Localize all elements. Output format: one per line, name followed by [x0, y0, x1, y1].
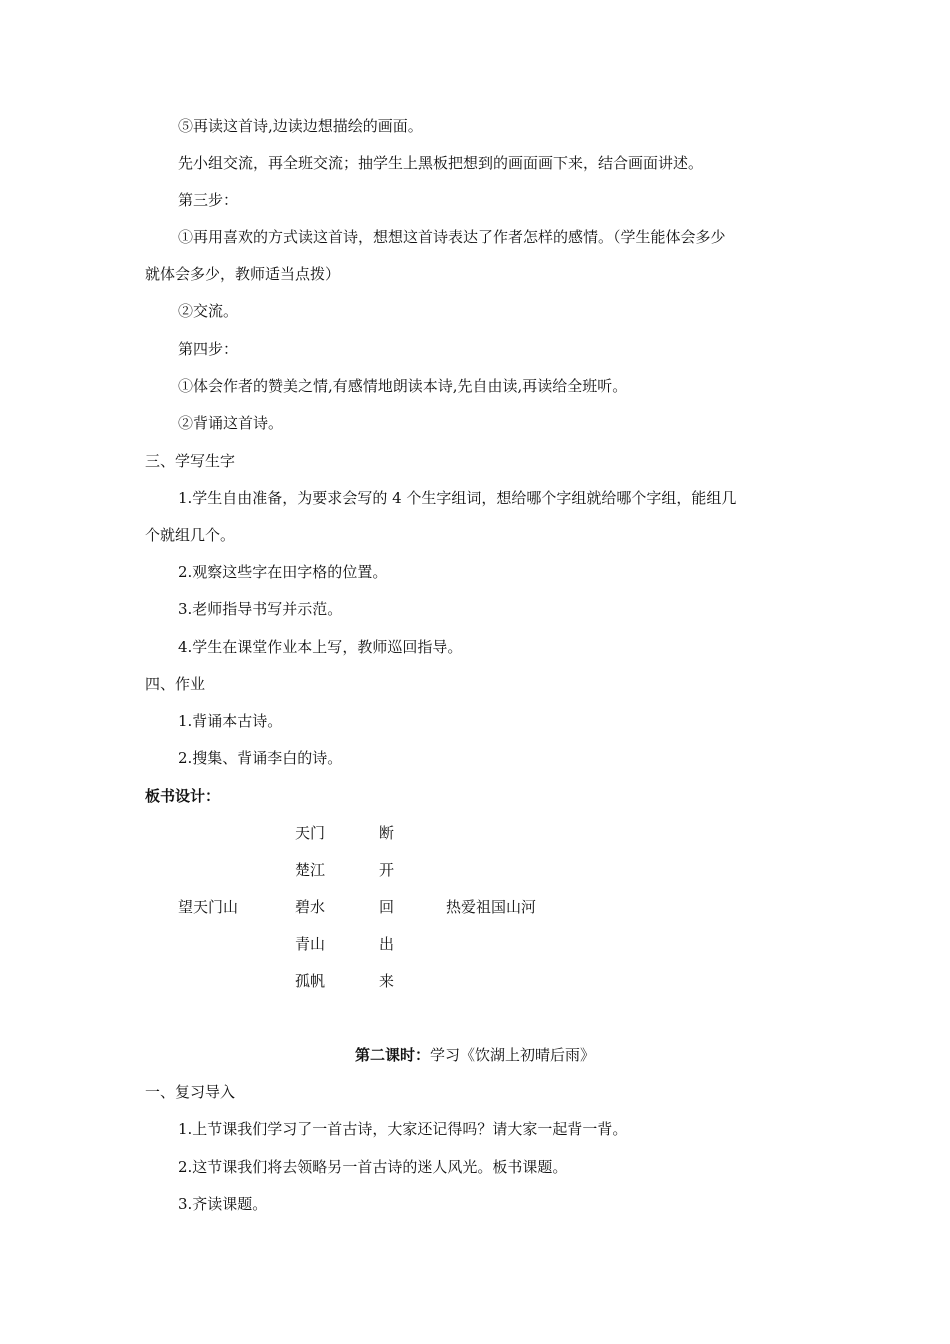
- board-title: 望天门山: [178, 898, 239, 916]
- heading-learn-characters: 三、学写生字: [145, 452, 236, 470]
- board-left-word: 碧水: [295, 898, 326, 916]
- board-theme: 热爱祖国山河: [446, 898, 537, 916]
- list-item-1-line2: 个就组几个。: [145, 526, 236, 544]
- heading-review-intro: 一、复习导入: [145, 1083, 236, 1101]
- board-right-word: 回: [379, 898, 395, 916]
- paragraph-group-exchange: 先小组交流，再全班交流；抽学生上黑板把想到的画面画下来，结合画面讲述。: [178, 154, 704, 172]
- lesson-two-title-label: 第二课时：: [354, 1046, 430, 1064]
- step-four-label: 第四步：: [178, 340, 239, 358]
- paragraph-read-again: ⑤再读这首诗,边读边想描绘的画面。: [178, 117, 423, 135]
- homework-item-1: 1.背诵本古诗。: [178, 712, 283, 730]
- review-item-1: 1.上节课我们学习了一首古诗，大家还记得吗？请大家一起背一背。: [178, 1120, 628, 1138]
- homework-item-2: 2.搜集、背诵李白的诗。: [178, 749, 343, 767]
- lesson-two-title: [0, 1045, 950, 1065]
- paragraph-feeling-line1: ①再用喜欢的方式读这首诗，想想这首诗表达了作者怎样的感情。（学生能体会多少: [178, 228, 726, 246]
- board-right-word: 开: [379, 861, 395, 879]
- paragraph-recite: ②背诵这首诗。: [178, 414, 284, 432]
- board-right-word: 来: [379, 972, 395, 990]
- lesson-two-title-text: 学习《饮湖上初晴后雨》: [430, 1046, 596, 1064]
- list-item-1-line1: 1.学生自由准备，为要求会写的 4 个生字组词，想给哪个字组就给哪个字组，能组几: [178, 489, 737, 507]
- list-item-3: 3.老师指导书写并示范。: [178, 600, 343, 618]
- list-item-2: 2.观察这些字在田字格的位置。: [178, 563, 388, 581]
- heading-board-design: 板书设计：: [145, 787, 221, 805]
- board-right-word: 断: [379, 824, 395, 842]
- review-item-2: 2.这节课我们将去领略另一首古诗的迷人风光。板书课题。: [178, 1158, 568, 1176]
- paragraph-feeling-line2: 就体会多少，教师适当点拨）: [145, 265, 341, 283]
- board-right-word: 出: [379, 935, 395, 953]
- paragraph-appreciate: ①体会作者的赞美之情,有感情地朗读本诗,先自由读,再读给全班听。: [178, 377, 628, 395]
- heading-homework: 四、作业: [145, 675, 206, 693]
- paragraph-exchange: ②交流。: [178, 302, 239, 320]
- board-left-word: 青山: [295, 935, 326, 953]
- board-left-word: 楚江: [295, 861, 326, 879]
- step-three-label: 第三步：: [178, 191, 239, 209]
- board-left-word: 孤帆: [295, 972, 326, 990]
- list-item-4: 4.学生在课堂作业本上写，教师巡回指导。: [178, 638, 463, 656]
- review-item-3: 3.齐读课题。: [178, 1195, 268, 1213]
- board-left-word: 天门: [295, 824, 326, 842]
